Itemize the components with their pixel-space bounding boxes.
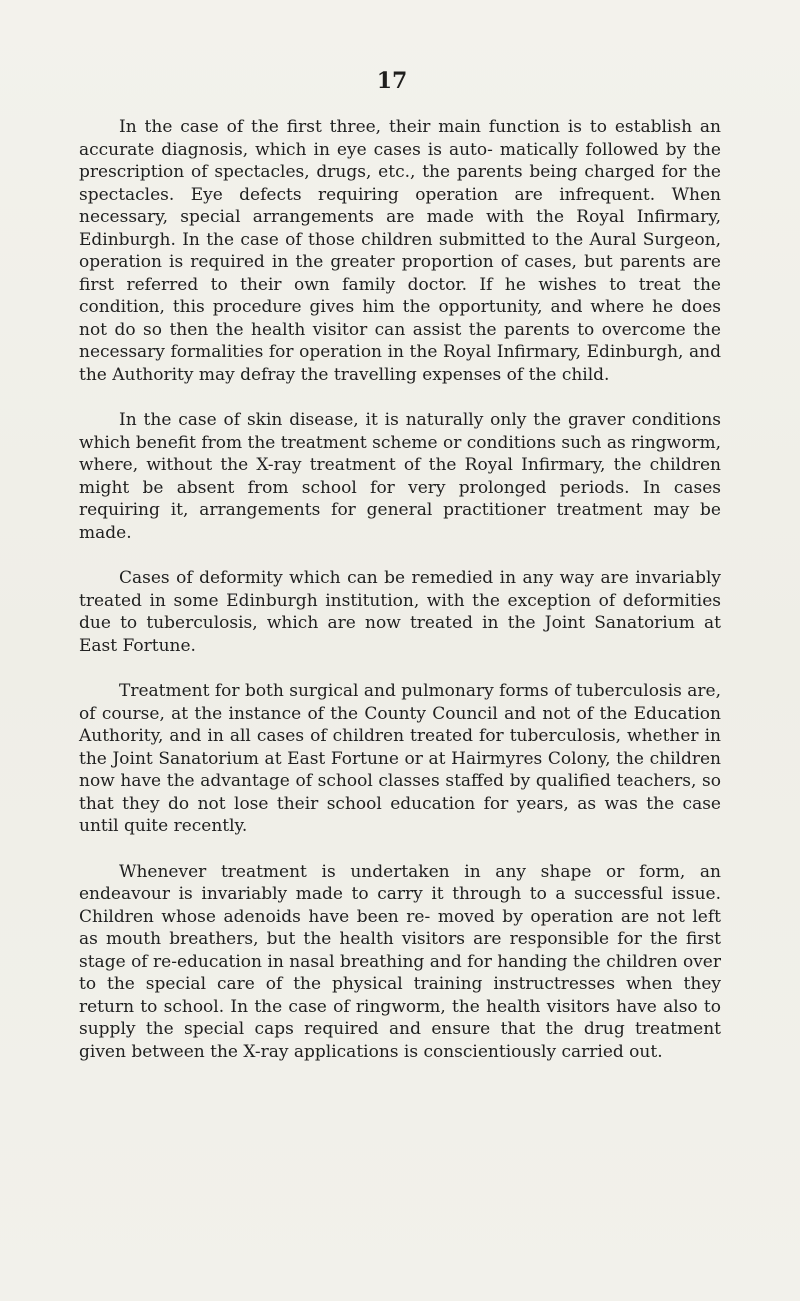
page-number: 17 — [376, 68, 408, 94]
paragraph-5: Whenever treatment is undertaken in any shape or form, an endeavour is invariably made to carry it through to a successful issue. Children whose adenoids have been re- moved by operation are not left as mouth breathers, but the health visitors are responsible for the first stage of re-education in nasal breathing and for handing the children over to the special care of the physical training instructresses when they return to school. In the case of ringworm, the health visitors have also to supply the special caps required and ensure that the drug treatment given between the X-ray applications is conscientiously carried out. — [79, 861, 721, 1062]
paragraph-3: Cases of deformity which can be remedied in any way are invariably treated in some Edinburgh institution, with the exception of deformities due to tuberculosis, which are now treated in the Joint Sanatorium at East Fortune. — [79, 568, 721, 656]
paragraph-2: In the case of skin disease, it is naturally only the graver conditions which benefit from the treatment scheme or conditions such as ringworm, where, without the X-ray treatment of the Royal Infirmary, the children might be absent from school for very prolonged periods. In cases requiring it, arrangements for general practitioner treatment may be made. — [79, 410, 721, 543]
paragraph-1: In the case of the first three, their main function is to establish an accurate diagnosis, which in eye cases is auto- matically followed by the prescription of spectacles, drugs, etc., the parents being charged for the spectacles. Eye defects requiring operation are infrequent. When necessary, special arrangements are made with the Royal Infirmary, Edinburgh. In the case of those children submitted to the Aural Surgeon, operation is required in the greater proportion of cases, but parents are first referred to their own family doctor. If he wishes to treat the condition, this procedure gives him the opportunity, and where he does not do so then the health visitor can assist the parents to overcome the necessary formalities for operation in the Royal Infirmary, Edinburgh, and the Authority may defray the travelling expenses of the child. — [79, 117, 721, 385]
body-text — [79, 116, 721, 1086]
paragraph-4: Treatment for both surgical and pulmonary forms of tuberculosis are, of course, at the instance of the County Council and not of the Education Authority, and in all cases of children treated for tuberculosis, whether in the Joint Sanatorium at East Fortune or at Hairmyres Colony, the children now have the advantage of school classes staffed by qualified teachers, so that they do not lose their school education for years, as was the case until quite recently. — [79, 681, 721, 836]
